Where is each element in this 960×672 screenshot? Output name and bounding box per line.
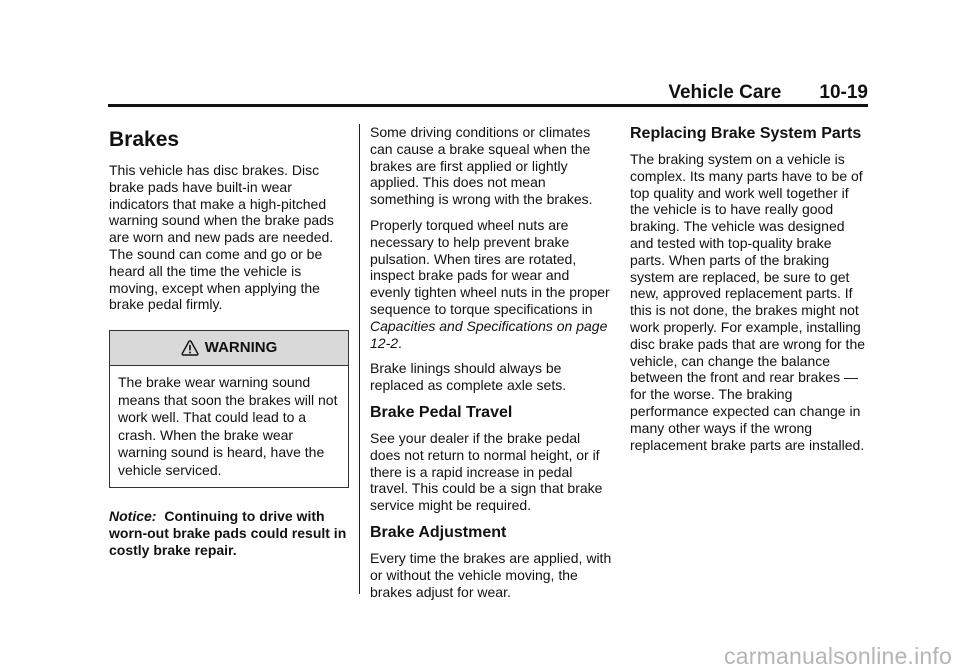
wheel-nuts-end: . (398, 334, 402, 351)
column-right (630, 124, 870, 462)
column-divider (359, 124, 360, 594)
wheel-nuts-text: Properly torqued wheel nuts are necessary to help prevent brake pulsation. When tires are rotated, inspect brake pads for wear and evenly tighten wheel nuts in the proper sequence to torque specifications in (370, 216, 610, 317)
warning-label: WARNING (204, 338, 278, 356)
brakes-heading: Brakes (109, 128, 180, 151)
replacing-parts-text: The braking system on a vehicle is complex. Its many parts have to be of top quality and work well together if the vehicle is to have really good braking. The vehicle was designed and tested with top-quality brake parts. When parts of the braking system are replaced, be sure to get new, approved replacement parts. If this is not done, the brakes might not work properly. For example, installing disc brake pads that are wrong for the vehicle, can change the balance between the front and rear brakes — for the worse. The braking performance expected can change in many other ways if the wrong replacement brake parts are installed. (630, 151, 866, 453)
wheel-nuts-paragraph (370, 217, 612, 351)
section-title: Vehicle Care (668, 82, 782, 103)
replacing-parts-heading: Replacing Brake System Parts (630, 125, 862, 142)
pedal-travel-heading: Brake Pedal Travel (370, 403, 513, 421)
header-rule (108, 104, 868, 107)
notice (109, 508, 351, 558)
brakes-intro: This vehicle has disc brakes. Disc brake pads have built-in wear indicators that make a high-pitched warning sound when the brake pads are worn and new pads are needed. The sound can come and go or be heard all the time the vehicle is moving, except when applying the brake pedal firmly. (109, 162, 334, 313)
linings-paragraph: Brake linings should always be replaced as complete axle sets. (370, 360, 567, 394)
notice-text: Continuing to drive with worn-out brake pads could result in costly brake repair. (109, 508, 347, 558)
warning-box (109, 330, 349, 488)
column-middle (370, 124, 612, 609)
warning-text: The brake wear warning sound means that soon the brakes will not work well. That could lead to a crash. When the brake wear warning sound is heard, have the vehicle serviced. (118, 374, 338, 478)
pedal-travel-text: See your dealer if the brake pedal does not return to normal height, or if there is a rapid increase in pedal travel. This could be a sign that brake service might be required. (370, 429, 603, 514)
page-number: 10-19 (819, 82, 868, 103)
brake-adjustment-heading: Brake Adjustment (370, 523, 507, 541)
warning-triangle-icon (181, 339, 199, 357)
watermark: carmanualsonline.info (724, 643, 952, 669)
squeal-paragraph: Some driving conditions or climates can cause a brake squeal when the brakes are first applied or lightly applied. This does not mean something is wrong with the brakes. (370, 124, 593, 208)
notice-label: Notice: (109, 508, 157, 525)
brake-adjustment-text: Every time the brakes are applied, with or without the vehicle moving, the brakes adjust for wear. (370, 549, 612, 600)
page-header (108, 82, 868, 102)
column-left (109, 124, 351, 568)
spec-reference-link[interactable]: Capacities and Specifications on page 12-2 (370, 317, 608, 351)
warning-header (110, 331, 348, 366)
